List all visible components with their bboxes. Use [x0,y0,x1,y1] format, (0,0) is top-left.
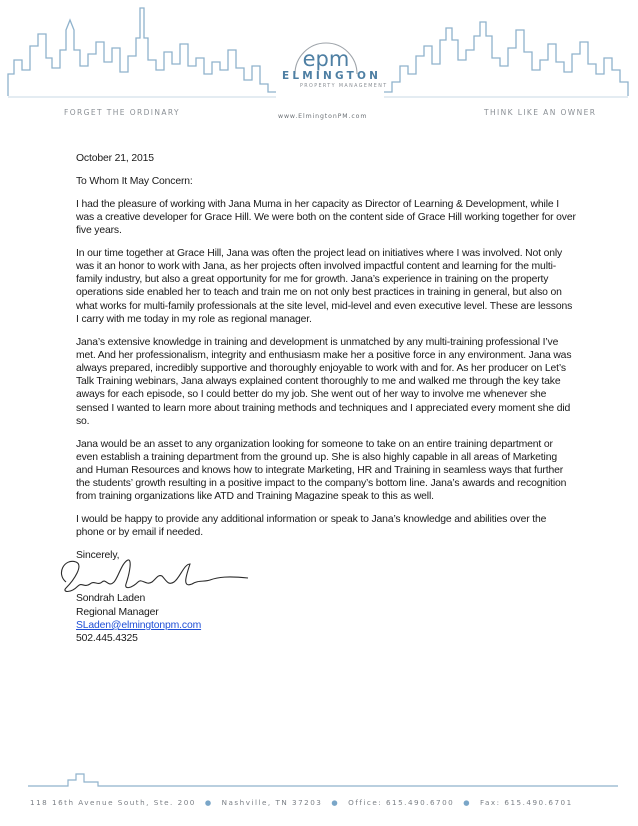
skyline-right [384,22,628,96]
letter-closing: Sincerely, [76,550,120,562]
letter-salutation: To Whom It May Concern: [76,175,193,187]
letter-body [76,152,576,645]
separator-dot-icon: ● [331,798,340,807]
footer-skyline-rule [28,770,618,788]
footer-contact [30,798,630,807]
brand-mark: epm [302,47,350,71]
footer [0,770,638,826]
signature-area [76,562,576,592]
footer-fax: Fax: 615.490.6701 [480,798,573,807]
separator-dot-icon: ● [204,798,213,807]
email-link[interactable]: SLaden@elmingtonpm.com [76,619,202,631]
tagline-right: THINK LIKE AN OWNER [484,108,597,117]
elmington-logo-icon [277,36,375,102]
letter-paragraph: I had the pleasure of working with Jana Muma in her capacity as Director of Learning & Development, while I was a creative developer for Grace Hill. We were both on the content side of Grace Hill working together for over five years. [76,198,576,236]
brand-subtitle: PROPERTY MANAGEMENT [300,84,388,89]
footer-office: Office: 615.490.6700 [348,798,455,807]
letter-paragraph: Jana’s extensive knowledge in training and development is unmatched by any multi-training professional I’ve met. And her professionalism, integrity and enthusiasm make her a positive force in any environment. Jana was always prepared, incredibly supportive and thoroughly enjoyable to work with and for. As her producer on Let’s Talk Training webinars, Jana always explained content thoroughly to me and walked me through the key take aways for each episode, so I could better do my job. She went out of her way to involve me whenever she sensed I wanted to learn more about training methods and techniques and I appreciated every moment she did so. [76,336,572,427]
handwritten-signature [52,552,252,598]
footer-city: Nashville, TN 37203 [221,798,323,807]
signer-phone: 502.445.4325 [76,633,138,645]
letter-paragraph: In our time together at Grace Hill, Jana was often the project lead on initiatives where I was involved. Not only was it an honor to work with Jana, as her projects often involved impactful content and learning for the multi-family industry, but also a great opportunity for me for growth. Jana’s experience in training on the property operations side enabled her to teach and train me on not only best practices in training in general, but also on what works for multi-family professionals at the site level, mid-level and even executive level. These are lessons I carry with me today in my role as regional manager. [76,247,573,325]
letter-paragraph: I would be happy to provide any additional information or speak to Jana’s knowledge and abilities over the phone or by email if needed. [76,514,547,539]
signature-block [76,592,576,645]
letterhead [0,0,638,135]
letter-paragraph: Jana would be an asset to any organization looking for someone to take on an entire training department or even establish a training department from the ground up. She is also highly capable in all areas of Marketing and Human Resources and knows how to integrate Marketing, HR and Training in seamless ways that further the students’ growth resulting in a positive impact to the company’s bottom line. Jana’s awards and recognition from training organizations like ATD and Training Magazine speak to this as well. [76,438,567,503]
separator-dot-icon: ● [463,798,472,807]
signer-name: Sondrah Laden [76,593,146,605]
footer-address: 118 16th Avenue South, Ste. 200 [30,798,196,807]
signer-title: Regional Manager [76,606,159,618]
website-link[interactable]: www.ElmingtonPM.com [278,113,368,120]
skyline-left [8,8,276,96]
brand-name: ELMINGTON [282,70,382,82]
letter-date: October 21, 2015 [76,153,154,164]
tagline-left: FORGET THE ORDINARY [64,108,181,117]
